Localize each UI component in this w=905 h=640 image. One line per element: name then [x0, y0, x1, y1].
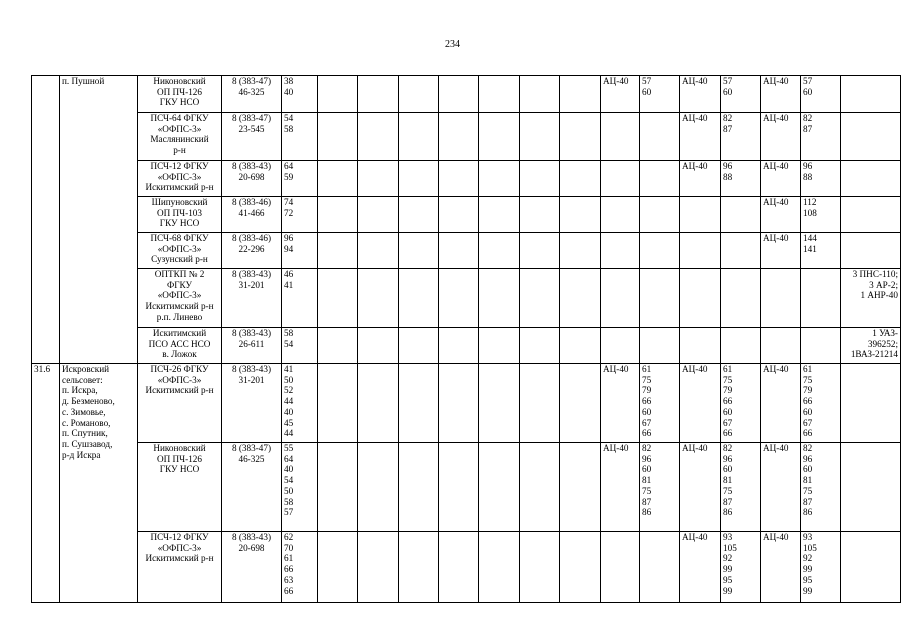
- vehicle-cell: [680, 328, 721, 364]
- arrival-time-cell: 74 72: [282, 197, 318, 233]
- arrival-time-cell: 58 54: [282, 328, 318, 364]
- empty-cell: [560, 233, 601, 269]
- empty-cell: [399, 233, 439, 269]
- empty-cell: [439, 443, 479, 532]
- empty-cell: [318, 532, 358, 603]
- vehicle-cell: [601, 197, 640, 233]
- empty-cell: [479, 364, 520, 443]
- vehicle-cell: [601, 113, 640, 161]
- vehicle-cell: [601, 328, 640, 364]
- vehicle-cell: АЦ-40: [680, 532, 721, 603]
- fire-unit-cell: ПСЧ-64 ФГКУ «ОФПС-3» Маслянинский р-н: [138, 113, 222, 161]
- empty-cell: [479, 328, 520, 364]
- empty-cell: [479, 532, 520, 603]
- empty-cell: [439, 233, 479, 269]
- phone-cell: 8 (383-43) 20-698: [222, 532, 282, 603]
- empty-cell: [399, 161, 439, 197]
- time-cell: 82 96 60 81 75 87 86: [640, 443, 680, 532]
- table-row: [32, 76, 901, 113]
- empty-cell: [399, 113, 439, 161]
- table-row: [32, 269, 901, 328]
- empty-cell: [520, 328, 560, 364]
- fire-unit-cell: ПСЧ-68 ФГКУ «ОФПС-3» Сузунский р-н: [138, 233, 222, 269]
- empty-cell: [560, 197, 601, 233]
- time-cell: 96 88: [801, 161, 841, 197]
- extra-equipment-cell: [841, 76, 901, 113]
- extra-equipment-cell: [841, 443, 901, 532]
- extra-equipment-cell: [841, 532, 901, 603]
- empty-cell: [560, 532, 601, 603]
- empty-cell: [358, 76, 399, 113]
- empty-cell: [479, 269, 520, 328]
- arrival-time-cell: 41 50 52 44 40 45 44: [282, 364, 318, 443]
- vehicle-cell: АЦ-40: [761, 76, 801, 113]
- fire-unit-cell: ПСЧ-12 ФГКУ «ОФПС-3» Искитимский р-н: [138, 161, 222, 197]
- phone-cell: 8 (383-47) 46-325: [222, 443, 282, 532]
- empty-cell: [479, 76, 520, 113]
- vehicle-cell: АЦ-40: [680, 113, 721, 161]
- empty-cell: [358, 532, 399, 603]
- vehicle-cell: АЦ-40: [761, 443, 801, 532]
- arrival-time-cell: 38 40: [282, 76, 318, 113]
- time-cell: [640, 532, 680, 603]
- time-cell: [640, 113, 680, 161]
- empty-cell: [520, 443, 560, 532]
- empty-cell: [358, 161, 399, 197]
- arrival-time-cell: 64 59: [282, 161, 318, 197]
- time-cell: 57 60: [721, 76, 761, 113]
- vehicle-cell: [601, 233, 640, 269]
- vehicle-cell: АЦ-40: [761, 364, 801, 443]
- vehicle-cell: АЦ-40: [761, 532, 801, 603]
- fire-unit-cell: ПСЧ-26 ФГКУ «ОФПС-3» Искитимский р-н: [138, 364, 222, 443]
- empty-cell: [560, 364, 601, 443]
- empty-cell: [399, 364, 439, 443]
- vehicle-cell: АЦ-40: [680, 364, 721, 443]
- time-cell: 93 105 92 99 95 99: [801, 532, 841, 603]
- vehicle-cell: [680, 233, 721, 269]
- vehicle-cell: [601, 532, 640, 603]
- time-cell: [640, 197, 680, 233]
- vehicle-cell: АЦ-40: [601, 443, 640, 532]
- vehicle-cell: [761, 269, 801, 328]
- phone-cell: 8 (383-43) 26-611: [222, 328, 282, 364]
- empty-cell: [439, 113, 479, 161]
- extra-equipment-cell: [841, 197, 901, 233]
- extra-equipment-cell: [841, 161, 901, 197]
- vehicle-cell: АЦ-40: [761, 197, 801, 233]
- empty-cell: [520, 532, 560, 603]
- empty-cell: [439, 161, 479, 197]
- time-cell: 61 75 79 66 60 67 66: [801, 364, 841, 443]
- fire-unit-cell: ОПТКП № 2 ФГКУ «ОФПС-3» Искитимский р-н р.п. Линево: [138, 269, 222, 328]
- time-cell: 82 87: [721, 113, 761, 161]
- empty-cell: [399, 328, 439, 364]
- extra-equipment-cell: 1 УАЗ- 396252; 1ВАЗ-21214: [841, 328, 901, 364]
- empty-cell: [560, 269, 601, 328]
- arrival-time-cell: 55 64 40 54 50 58 57: [282, 443, 318, 532]
- phone-cell: 8 (383-46) 41-466: [222, 197, 282, 233]
- vehicle-cell: АЦ-40: [601, 364, 640, 443]
- time-cell: [640, 161, 680, 197]
- empty-cell: [318, 113, 358, 161]
- fire-coverage-table: [31, 75, 901, 603]
- empty-cell: [358, 269, 399, 328]
- phone-cell: 8 (383-43) 31-201: [222, 364, 282, 443]
- empty-cell: [560, 161, 601, 197]
- settlement-cell: Искровский сельсовет: п. Искра, д. Безменово, с. Зимовье, с. Романово, п. Спутник, п. Сушзавод, р-д Искра: [60, 364, 138, 603]
- table-row: [32, 197, 901, 233]
- fire-unit-cell: Никоновский ОП ПЧ-126 ГКУ НСО: [138, 443, 222, 532]
- table-row: [32, 443, 901, 532]
- empty-cell: [358, 233, 399, 269]
- phone-cell: 8 (383-47) 23-545: [222, 113, 282, 161]
- time-cell: [801, 269, 841, 328]
- table-row: [32, 532, 901, 603]
- phone-cell: 8 (383-47) 46-325: [222, 76, 282, 113]
- empty-cell: [560, 328, 601, 364]
- fire-unit-cell: Шипуновский ОП ПЧ-103 ГКУ НСО: [138, 197, 222, 233]
- phone-cell: 8 (383-46) 22-296: [222, 233, 282, 269]
- settlement-cell: п. Пушной: [60, 76, 138, 364]
- time-cell: [721, 328, 761, 364]
- time-cell: 96 88: [721, 161, 761, 197]
- empty-cell: [520, 233, 560, 269]
- empty-cell: [520, 364, 560, 443]
- empty-cell: [399, 443, 439, 532]
- time-cell: 61 75 79 66 60 67 66: [721, 364, 761, 443]
- time-cell: [640, 233, 680, 269]
- arrival-time-cell: 96 94: [282, 233, 318, 269]
- vehicle-cell: [761, 328, 801, 364]
- vehicle-cell: АЦ-40: [680, 161, 721, 197]
- vehicle-cell: АЦ-40: [601, 76, 640, 113]
- empty-cell: [318, 443, 358, 532]
- empty-cell: [399, 76, 439, 113]
- time-cell: [640, 328, 680, 364]
- empty-cell: [520, 197, 560, 233]
- phone-cell: 8 (383-43) 31-201: [222, 269, 282, 328]
- arrival-time-cell: 54 58: [282, 113, 318, 161]
- empty-cell: [479, 113, 520, 161]
- extra-equipment-cell: [841, 233, 901, 269]
- empty-cell: [520, 113, 560, 161]
- empty-cell: [439, 76, 479, 113]
- empty-cell: [479, 443, 520, 532]
- vehicle-cell: АЦ-40: [761, 233, 801, 269]
- empty-cell: [318, 197, 358, 233]
- empty-cell: [399, 269, 439, 328]
- time-cell: [640, 269, 680, 328]
- empty-cell: [439, 328, 479, 364]
- time-cell: 61 75 79 66 60 67 66: [640, 364, 680, 443]
- vehicle-cell: АЦ-40: [680, 443, 721, 532]
- empty-cell: [399, 197, 439, 233]
- empty-cell: [358, 113, 399, 161]
- vehicle-cell: [680, 269, 721, 328]
- time-cell: [801, 328, 841, 364]
- empty-cell: [318, 328, 358, 364]
- empty-cell: [358, 443, 399, 532]
- table-row: [32, 328, 901, 364]
- arrival-time-cell: 46 41: [282, 269, 318, 328]
- page-number: 234: [445, 39, 460, 50]
- empty-cell: [560, 76, 601, 113]
- time-cell: [721, 269, 761, 328]
- time-cell: [721, 197, 761, 233]
- table-row: [32, 233, 901, 269]
- table-row: [32, 161, 901, 197]
- table-row: [32, 113, 901, 161]
- empty-cell: [560, 443, 601, 532]
- table-row: [32, 364, 901, 443]
- row-number-cell: 31.6: [32, 364, 60, 603]
- time-cell: 82 96 60 81 75 87 86: [721, 443, 761, 532]
- empty-cell: [358, 364, 399, 443]
- empty-cell: [520, 161, 560, 197]
- extra-equipment-cell: [841, 364, 901, 443]
- time-cell: 57 60: [640, 76, 680, 113]
- empty-cell: [439, 532, 479, 603]
- empty-cell: [318, 161, 358, 197]
- empty-cell: [479, 233, 520, 269]
- empty-cell: [479, 161, 520, 197]
- vehicle-cell: [680, 197, 721, 233]
- empty-cell: [479, 197, 520, 233]
- vehicle-cell: АЦ-40: [761, 161, 801, 197]
- empty-cell: [439, 197, 479, 233]
- time-cell: 144 141: [801, 233, 841, 269]
- empty-cell: [318, 76, 358, 113]
- extra-equipment-cell: [841, 113, 901, 161]
- empty-cell: [399, 532, 439, 603]
- empty-cell: [439, 364, 479, 443]
- empty-cell: [358, 197, 399, 233]
- time-cell: 57 60: [801, 76, 841, 113]
- empty-cell: [560, 113, 601, 161]
- empty-cell: [520, 76, 560, 113]
- vehicle-cell: [601, 161, 640, 197]
- empty-cell: [318, 269, 358, 328]
- empty-cell: [520, 269, 560, 328]
- fire-unit-cell: Никоновский ОП ПЧ-126 ГКУ НСО: [138, 76, 222, 113]
- time-cell: 112 108: [801, 197, 841, 233]
- vehicle-cell: АЦ-40: [761, 113, 801, 161]
- time-cell: [721, 233, 761, 269]
- fire-unit-cell: Искитимский ПСО АСС НСО в. Ложок: [138, 328, 222, 364]
- row-number-cell: [32, 76, 60, 364]
- time-cell: 82 87: [801, 113, 841, 161]
- phone-cell: 8 (383-43) 20-698: [222, 161, 282, 197]
- empty-cell: [358, 328, 399, 364]
- vehicle-cell: АЦ-40: [680, 76, 721, 113]
- time-cell: 82 96 60 81 75 87 86: [801, 443, 841, 532]
- empty-cell: [439, 269, 479, 328]
- arrival-time-cell: 62 70 61 66 63 66: [282, 532, 318, 603]
- time-cell: 93 105 92 99 95 99: [721, 532, 761, 603]
- extra-equipment-cell: 3 ПНС-110; 3 АР-2; 1 АНР-40: [841, 269, 901, 328]
- vehicle-cell: [601, 269, 640, 328]
- fire-unit-cell: ПСЧ-12 ФГКУ «ОФПС-3» Искитимский р-н: [138, 532, 222, 603]
- empty-cell: [318, 233, 358, 269]
- empty-cell: [318, 364, 358, 443]
